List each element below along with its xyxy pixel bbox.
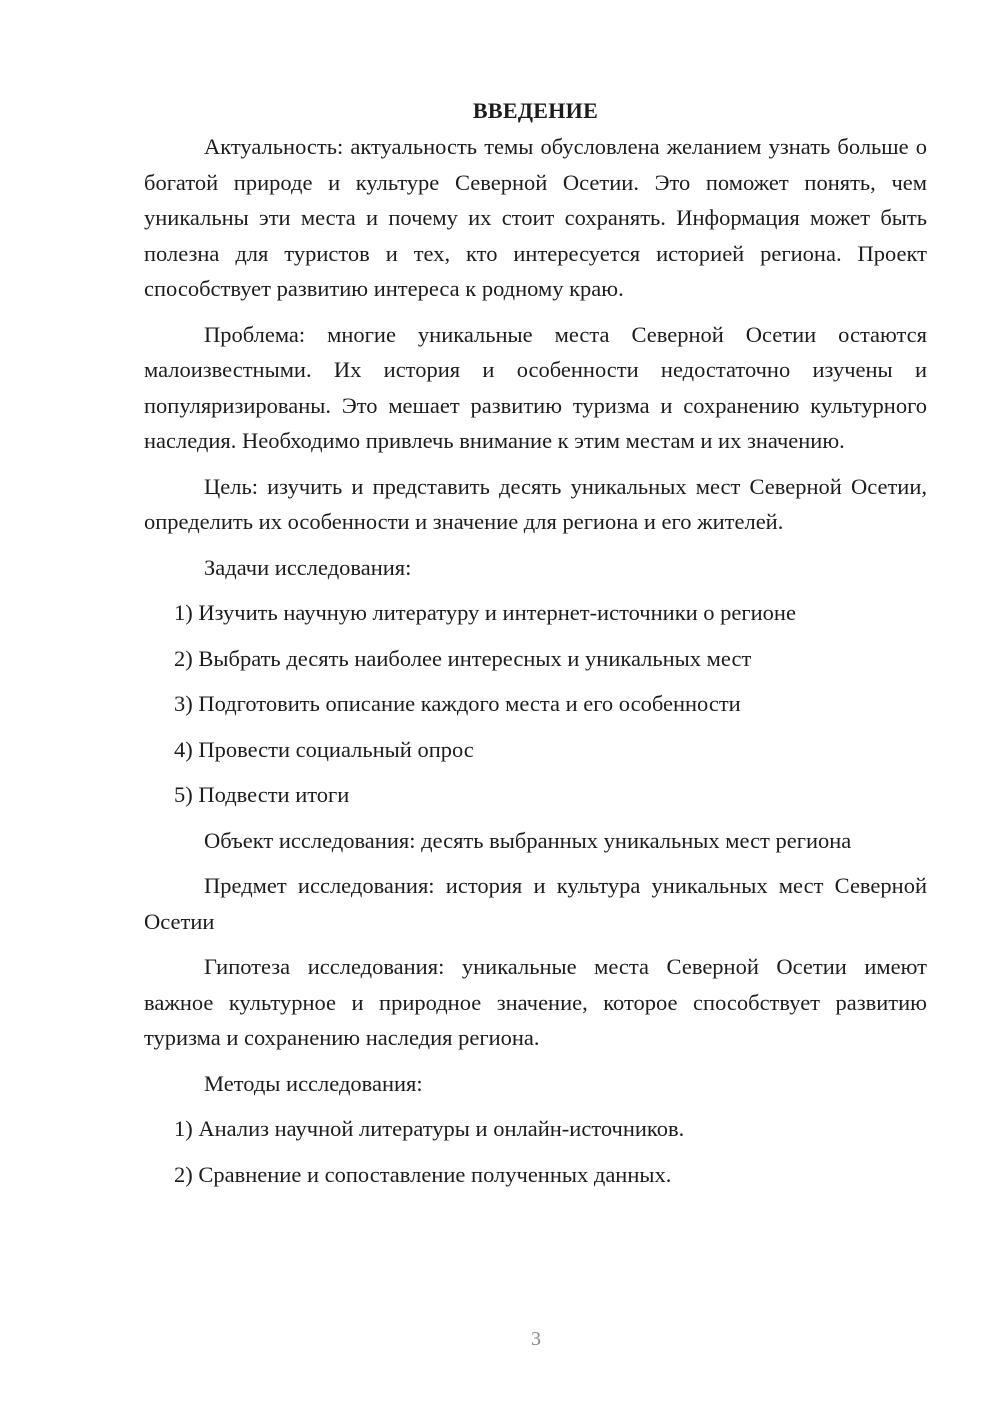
list-item: 1) Анализ научной литературы и онлайн-источников. <box>174 1116 685 1141</box>
paragraph-relevance: Актуальность: актуальность темы обусловлена желанием узнать больше о богатой природе и культуре Северной Осетии. Это поможет понять, чем уникальны эти места и почему их стоит сохранять. Информация может быть полезна для туристов и тех, кто интересуется историей региона. Проект способствует развитию интереса к родному краю. <box>144 134 927 301</box>
paragraph-subject: Предмет исследования: история и культура уникальных мест Северной Осетии <box>144 873 927 934</box>
methods-heading: Методы исследования: <box>204 1070 423 1096</box>
page-title: ВВЕДЕНИЕ <box>472 98 599 123</box>
paragraph-problem: Проблема: многие уникальные места Северной Осетии остаются малоизвестными. Их история и особенности недостаточно изучены и популяризированы. Это мешает развитию туризма и сохранению культурного наследия. Необходимо привлечь внимание к этим местам и их значению. <box>144 321 927 453</box>
tasks-heading: Задачи исследования: <box>204 554 412 580</box>
methods-list <box>144 1111 927 1192</box>
paragraph-object: Объект исследования: десять выбранных уникальных мест региона <box>204 827 852 853</box>
list-item: 2) Выбрать десять наиболее интересных и уникальных мест <box>174 645 752 671</box>
list-item: 5) Подвести итоги <box>174 782 350 807</box>
list-item: 3) Подготовить описание каждого места и его особенности <box>174 691 741 716</box>
tasks-list <box>144 595 927 813</box>
page-number: 3 <box>531 1328 541 1350</box>
paragraph-hypothesis: Гипотеза исследования: уникальные места Северной Осетии имеют важное культурное и природное значение, которое способствует развитию туризма и сохранению наследия региона. <box>144 954 927 1050</box>
paragraph-goal: Цель: изучить и представить десять уникальных мест Северной Осетии, определить их особенности и значение для региона и его жителей. <box>144 473 927 534</box>
list-item: 4) Провести социальный опрос <box>174 736 474 762</box>
list-item: 1) Изучить научную литературу и интернет-источники о регионе <box>174 600 796 625</box>
document-page <box>144 93 927 1202</box>
list-item: 2) Сравнение и сопоставление полученных данных. <box>174 1161 672 1187</box>
